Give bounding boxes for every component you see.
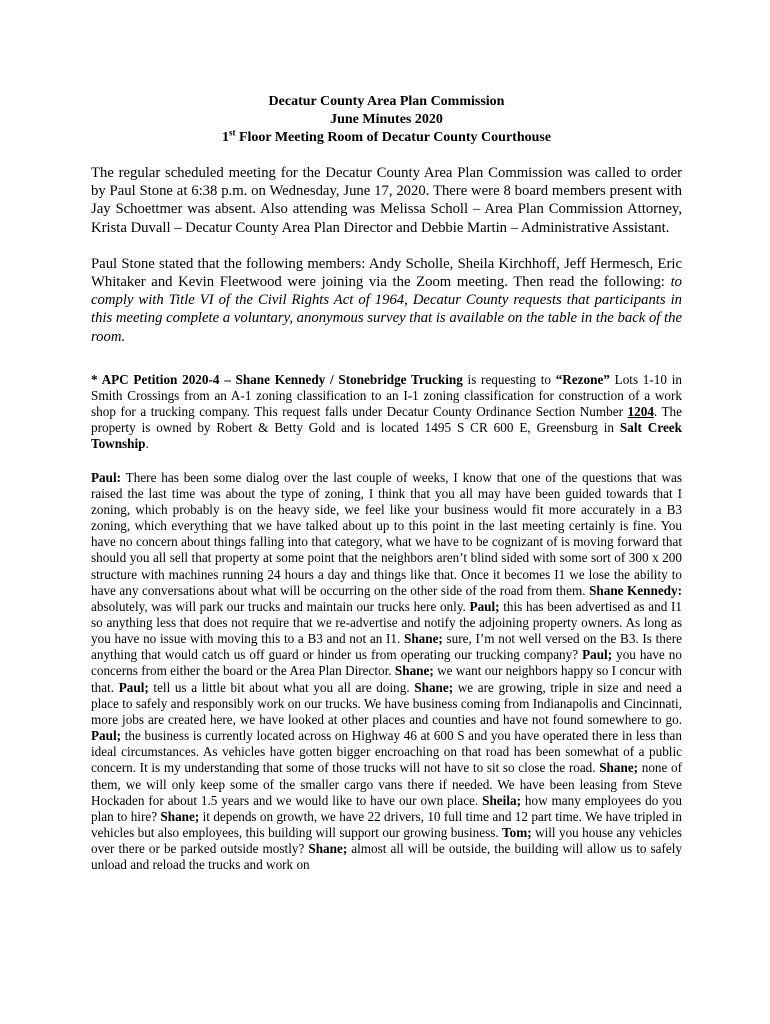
petition-title: * APC Petition 2020-4 – Shane Kennedy / Stonebridge Trucking <box>91 371 463 387</box>
location-ordinal: 1 <box>221 130 229 145</box>
speech: how many employees do you plan to hire? <box>91 792 682 824</box>
speech: sure, I’m not well versed on the B3. Is there anything that would catch us off guard or hinder us from operating our trucking company? <box>91 631 682 663</box>
document-title: Decatur County Area Plan Commission <box>268 94 505 109</box>
speech: tell us a little bit about what you all are doing. <box>148 679 415 695</box>
speaker: Sheila; <box>482 792 521 808</box>
petition-text: Lots 1-10 in Smith Crossings from an A-1 zoning classification to an I-1 zoning classification for construction of a work shop for a trucking company. This request falls under Decatur County Ordinance Section Number <box>91 371 682 420</box>
speech: this has been advertised as and I1 so anything less that does not require that we re-advertise and notify the adjoining property owners. As long as you have no issue with moving this to a B3 and not an I1. <box>91 598 683 647</box>
speaker: Paul; <box>91 728 122 744</box>
speech: absolutely, was will park our trucks and maintain our trucks here only. <box>91 598 470 614</box>
members-paragraph <box>91 255 682 346</box>
speaker: Shane; <box>308 841 348 857</box>
speech: we want our neighbors happy so I concur with that. <box>91 663 682 695</box>
document-subtitle: June Minutes 2020 <box>330 112 443 127</box>
ordinance-section: 1204 <box>627 404 654 420</box>
speaker: Tom; <box>502 825 532 841</box>
speech: it depends on growth, we have 22 drivers, 10 full time and 12 part time. We have tripled in vehicles but also employees, this building will support our growing business. <box>91 808 682 841</box>
speaker: Paul; <box>469 598 500 614</box>
petition-paragraph <box>91 372 682 453</box>
speaker: Shane Kennedy: <box>589 582 682 598</box>
petition-text: . The property is owned by Robert & Betty Gold and is located 1495 S CR 600 E, Greensburg in <box>91 404 682 436</box>
speech: will you house any vehicles over there or be parked outside mostly? <box>91 825 683 857</box>
rezone-label: “Rezone” <box>555 371 610 387</box>
speaker: Paul; <box>582 647 613 663</box>
speech: none of them, we will only keep some of the smaller cargo vans there if needed. We have been leasing from Steve Hockaden for about 1.5 years and we would like to have our own place. <box>91 760 682 808</box>
speech: There has been some dialog over the last couple of weeks, I know that one of the questions that was raised the last time was about the type of zoning, I think that you all may have been guided towards that I zoning, which probably is on the heavy side, we feel like your business would fit more accurately in a B3 zoning, which everything that we have talked about up to this point in the last meeting certainly is fine. You have no concern about things falling into that category, what we have to be cognizant of is moving forward that should you all sell that property at some point that the neighbors aren’t blind sided with some sort of 300 x 200 structure with machines running 24 hours a day and things like that. Once it becomes I1 we lose the ability to have any conversations about what will be occurring on the other side of the road from them. <box>91 469 682 598</box>
discussion-paragraph <box>91 470 682 874</box>
speaker: Paul: <box>91 469 122 485</box>
meeting-location <box>91 129 682 147</box>
speaker: Shane; <box>414 679 454 695</box>
speech: we are growing, triple in size and need a place to safely and responsibly work on our trucks. We have business coming from Indianapolis and Cincinnati, more jobs are created here, we have looked at other places and counties and have not found somewhere to go. <box>91 679 682 727</box>
location-ordinal-suffix: st <box>228 127 236 138</box>
township-name: Salt Creek Township <box>91 420 682 452</box>
speaker: Paul; <box>118 679 149 695</box>
intro-paragraph: The regular scheduled meeting for the Decatur County Area Plan Commission was called to order by Paul Stone at 6:38 p.m. on Wednesday, June 17, 2020. There were 8 board members present with Jay Schoettmer was absent. Also attending was Melissa Scholl – Area Plan Commission Attorney, Krista Duvall – Decatur County Area Plan Director and Debbie Martin – Administrative Assistant. <box>91 165 682 236</box>
speech: you have no concerns from either the board or the Area Plan Director. <box>91 647 682 679</box>
speaker: Shane; <box>160 808 200 824</box>
speaker: Shane; <box>599 760 639 776</box>
members-text: Paul Stone stated that the following members: Andy Scholle, Sheila Kirchhoff, Jeff Hermesch, Eric Whitaker and Kevin Fleetwood were joining via the Zoom meeting. Then read the following: <box>91 255 682 291</box>
petition-text: is requesting to <box>462 371 556 387</box>
location-text: Floor Meeting Room of Decatur County Courthouse <box>235 130 552 145</box>
speech: almost all will be outside, the building will allow us to safely unload and reload the trucks and work on <box>91 841 682 873</box>
document-header <box>91 93 682 147</box>
civil-rights-notice: to comply with Title VI of the Civil Rights Act of 1964, Decatur County requests that participants in this meeting complete a voluntary, anonymous survey that is available on the table in the back of the room. <box>91 274 682 345</box>
speaker: Shane; <box>403 631 443 647</box>
speaker: Shane; <box>394 663 434 679</box>
speech: the business is currently located across on Highway 46 at 600 S and you have operated there in less than ideal circumstances. As vehicles have gotten bigger encroaching on that road has been somewhat of a public concern. It is my understanding that some of those trucks will not have to sit so close the road. <box>91 728 682 776</box>
petition-text: . <box>145 436 149 452</box>
